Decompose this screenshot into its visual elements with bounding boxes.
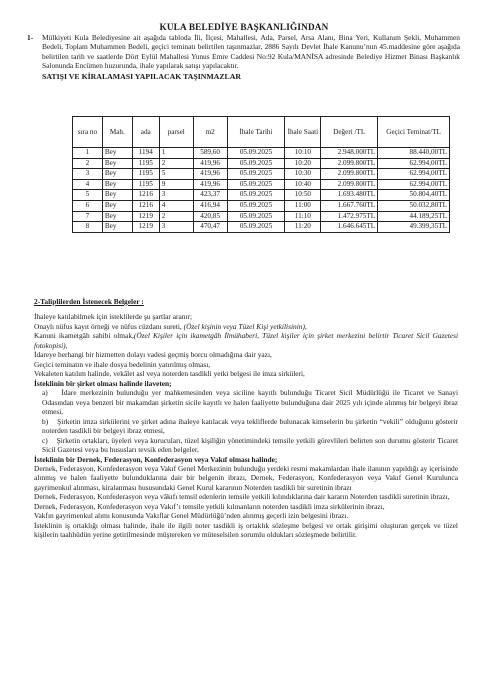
cell-mah: Bey	[102, 169, 132, 180]
cell-ihale-tarihi: 05.09.2025	[227, 211, 285, 222]
company-heading: İsteklinin bir şirket olması halinde ilaveten;	[34, 378, 172, 388]
cell-mah: Bey	[102, 190, 132, 201]
cell-ada: 1194	[132, 148, 159, 159]
section-1-number: 1-	[27, 33, 34, 42]
item-label: b)	[42, 416, 49, 426]
section-1-intro: Mülkiyeti Kula Belediyesine ait aşağıda tabloda İli, İlçesi, Mahallesi, Ada, Parsel, Arsa Alanı, Bina Yeri, Kullanım Şekli, Muhammen Bedeli, Toplam Muhammen Bedeli, geçici teminatı belirtilen taşınmazlar, 2886 Sayılı Devlet İhale Kanunu’nun 45.maddesine göre aşağıda belirtilen tarih ve saatlerde Dört Eylül Mahallesi Yunus Emre Caddesi No:92 Kula/MANİSA adresinde Belediye Hizmet Binası Başkanlık Salonunda Encümen huzurunda, ihale yapılarak satışı yapılacaktır.	[42, 33, 460, 71]
cell-sira-no: 3	[73, 169, 103, 180]
req-text: Kanuni ikametgâh sahibi olmak,	[34, 331, 134, 341]
cell-degeri: 1.472.975TL	[321, 211, 378, 222]
header-mah: Mah.	[102, 117, 132, 148]
section-1	[27, 33, 460, 82]
cell-gecici-teminat: 49.399,35TL	[378, 222, 450, 233]
federation-paragraph: Dernek, Federasyon, Konfederasyon veya Vakıf Genel Merkezinin bulunduğu yerdeki resmi makamlardan ihale ilanının yapıldığı ay içerisinde alınmış ve halen faaliyette bulunduklarına dair bir belgenin ibrazı, Dernek, Federasyon, Konfederasyon veya Vakıf Genel Kurulunca gayrimenkul alınması, kiralanması hususundaki Genel Kurul kararının Noterden tasdikli bir suretinin ibrazı	[34, 463, 458, 492]
cell-mah: Bey	[102, 148, 132, 159]
cell-parsel: 5	[159, 169, 193, 180]
header-ihale-tarihi: İhale Tarihi	[227, 117, 285, 148]
cell-sira-no: 7	[73, 211, 103, 222]
table-body	[73, 148, 450, 233]
cell-mah: Bey	[102, 179, 132, 190]
cell-parsel: 9	[159, 179, 193, 190]
header-ada: ada	[132, 117, 159, 148]
header-ihale-saati: İhale Saati	[285, 117, 321, 148]
cell-ada: 1219	[132, 211, 159, 222]
cell-gecici-teminat: 62.994,00TL	[378, 179, 450, 190]
properties-table	[72, 116, 450, 233]
table-row	[73, 169, 450, 180]
item-label: c)	[42, 435, 48, 445]
cell-m2: 419,96	[193, 179, 227, 190]
cell-degeri: 2.099.800TL	[321, 169, 378, 180]
table-row	[73, 200, 450, 211]
federation-paragraph: Dernek, Federasyon, Konfederasyon veya vâkıfı temsil edenlerin temsile yetkili kılındıklarına dair kararın Noterden tasdikli suretinin ibrazı,	[34, 492, 450, 502]
company-item-a	[34, 388, 458, 416]
req-note: (Özel Kişiler için ikametgâh İlmühaberi, Tüzel kişiler için şirket merkezini belirtir Ticaret Sicil Gazetesi fotokopisi),	[34, 331, 458, 350]
cell-gecici-teminat: 50.804,40TL	[378, 190, 450, 201]
cell-ihale-tarihi: 05.09.2025	[227, 158, 285, 169]
document-title: KULA BELEDİYE BAŞKANLIĞINDAN	[159, 22, 329, 32]
cell-ihale-saati: 10:40	[285, 179, 321, 190]
cell-gecici-teminat: 44.189,25TL	[378, 211, 450, 222]
cell-degeri: 2.099.800TL	[321, 179, 378, 190]
cell-parsel: 1	[159, 148, 193, 159]
cell-parsel: 3	[159, 222, 193, 233]
table-row	[73, 158, 450, 169]
cell-degeri: 1.693.480TL	[321, 190, 378, 201]
company-item-c	[34, 436, 458, 455]
cell-ihale-tarihi: 05.09.2025	[227, 179, 285, 190]
partnership-paragraph: İsteklinin iş ortaklığı olması halinde, ihale ile ilgili noter tasdikli iş ortaklık sözleşme belgesi ve ortak girişimi oluşturan gerçek ve tüzel kişilerin taahhüdün yerine getirilmesinde müştereken ve müteselsilen sorumlu oldukları sözleşmede belirtilir.	[34, 520, 458, 540]
req-paragraph	[34, 331, 458, 350]
federation-paragraph: Dernek, Federasyon, Konfederasyon veya Vakıf’ı temsile yetkili kılınanların noterden tasdikli imza sirkülerinin ibrazı,	[34, 501, 385, 511]
company-item-b	[34, 417, 458, 436]
cell-m2: 419,96	[193, 169, 227, 180]
table-row	[73, 211, 450, 222]
cell-ada: 1195	[132, 158, 159, 169]
cell-ada: 1195	[132, 169, 159, 180]
cell-ihale-tarihi: 05.09.2025	[227, 148, 285, 159]
cell-ihale-tarihi: 05.09.2025	[227, 222, 285, 233]
cell-ihale-tarihi: 05.09.2025	[227, 200, 285, 211]
cell-sira-no: 5	[73, 190, 103, 201]
cell-degeri: 2.948.000TL	[321, 148, 378, 159]
header-degeri: Değeri /TL	[321, 117, 378, 148]
cell-ihale-tarihi: 05.09.2025	[227, 169, 285, 180]
req-paragraph	[34, 322, 458, 331]
federation-paragraph: Vakfın gayrimenkul alımı konusunda Vakıflar Genel Müdürlüğü’nden alınmış geçerli izin belgesini ibrazı.	[34, 511, 349, 521]
cell-m2: 420,85	[193, 211, 227, 222]
cell-mah: Bey	[102, 158, 132, 169]
cell-degeri: 1.646.645TL	[321, 222, 378, 233]
federation-heading: İsteklinin bir Dernek, Federasyon, Konfederasyon veya Vakıf olması halinde;	[34, 454, 278, 464]
cell-ihale-saati: 11:10	[285, 211, 321, 222]
cell-parsel: 3	[159, 190, 193, 201]
cell-ihale-saati: 11:00	[285, 200, 321, 211]
section-2	[34, 297, 458, 540]
req-paragraph: İhaleye katılabilmek için isteklilerde şu şartlar aranır;	[34, 312, 193, 322]
cell-degeri: 2.099.800TL	[321, 158, 378, 169]
table-row	[73, 148, 450, 159]
cell-sira-no: 8	[73, 222, 103, 233]
cell-parsel: 2	[159, 211, 193, 222]
item-text: İdare merkezinin bulunduğu yer mahkemesinden veya siciline kayıtlı bulunduğu Ticaret Sicil Müdürlüğü ile Ticaret ve Sanayi Odasından veya benzeri bir makamdan şirketin sicile kayıtlı ve halen faaliyette bulunduğuna dair 2025 yılı içinde alınmış bir belgeyi ibraz etmesi,	[42, 388, 459, 417]
cell-ihale-saati: 10:50	[285, 190, 321, 201]
cell-mah: Bey	[102, 222, 132, 233]
cell-m2: 423,37	[193, 190, 227, 201]
header-sira-no: sıra no	[73, 117, 103, 148]
cell-ihale-saati: 11:20	[285, 222, 321, 233]
cell-ihale-saati: 10:10	[285, 148, 321, 159]
table-row	[73, 190, 450, 201]
cell-gecici-teminat: 62.994,00TL	[378, 158, 450, 169]
cell-m2: 470,47	[193, 222, 227, 233]
req-paragraph: Geçici teminatın ve ihale dosya bedelinin yatırılmış olması,	[34, 359, 211, 369]
properties-subheading: SATIŞI VE KİRALAMASI YAPILACAK TAŞINMAZLAR	[42, 71, 242, 81]
header-parsel: parsel	[159, 117, 193, 148]
cell-sira-no: 2	[73, 158, 103, 169]
cell-m2: 416,94	[193, 200, 227, 211]
cell-m2: 589,60	[193, 148, 227, 159]
cell-degeri: 1.667.760TL	[321, 200, 378, 211]
cell-sira-no: 4	[73, 179, 103, 190]
cell-sira-no: 6	[73, 200, 103, 211]
req-note: (Özel kişinin veya Tüzel Kişi yetkilisinin),	[183, 321, 307, 331]
cell-parsel: 4	[159, 200, 193, 211]
section-2-heading: 2-Taliplilerden İstenecek Belgeler :	[34, 297, 144, 306]
header-m2: m2	[193, 117, 227, 148]
req-paragraph: İdareye herhangi bir hizmetten dolayı vadesi geçmiş borcu olmadığına dair yazı,	[34, 350, 272, 360]
cell-gecici-teminat: 62.994,00TL	[378, 169, 450, 180]
cell-gecici-teminat: 88.440,00TL	[378, 148, 450, 159]
table-row	[73, 179, 450, 190]
cell-ihale-saati: 10:20	[285, 158, 321, 169]
req-paragraph: Vekaleten katılım halinde, vekâlet asl veya noterden tasdikli yetki belgesi ile imza sirküleri,	[34, 369, 305, 379]
item-text: Şirketin imza sirkülerini ve şirket adına ihaleye katılacak veya tekliflerde bulunacak kimselerin bu şirketin “vekili” olduğunu gösterir noterden tasdikli bir belgeyi ibraz etmesi,	[42, 416, 459, 436]
req-text: Onaylı nüfus kayıt örneği ve nüfus cüzdanı sureti,	[34, 321, 184, 331]
cell-ada: 1219	[132, 222, 159, 233]
cell-ihale-saati: 10:30	[285, 169, 321, 180]
cell-gecici-teminat: 50.032,80TL	[378, 200, 450, 211]
item-text: Şirketin ortakları, üyeleri veya kurucuları, tüzel kişiliğin yönetimindeki temsile yetkili görevlileri belirten son durumu gösterir Ticaret Sicil Gazetesi veya bu hususları tevsik eden belgeler,	[42, 435, 459, 455]
cell-ada: 1216	[132, 200, 159, 211]
item-label: a)	[42, 388, 48, 398]
cell-ada: 1216	[132, 190, 159, 201]
table-row	[73, 222, 450, 233]
cell-m2: 419,96	[193, 158, 227, 169]
header-gecici-teminat: Geçici Teminat/TL	[378, 117, 450, 148]
cell-sira-no: 1	[73, 148, 103, 159]
cell-mah: Bey	[102, 211, 132, 222]
cell-mah: Bey	[102, 200, 132, 211]
cell-ihale-tarihi: 05.09.2025	[227, 190, 285, 201]
table-header-row	[73, 117, 450, 148]
cell-ada: 1195	[132, 179, 159, 190]
cell-parsel: 2	[159, 158, 193, 169]
